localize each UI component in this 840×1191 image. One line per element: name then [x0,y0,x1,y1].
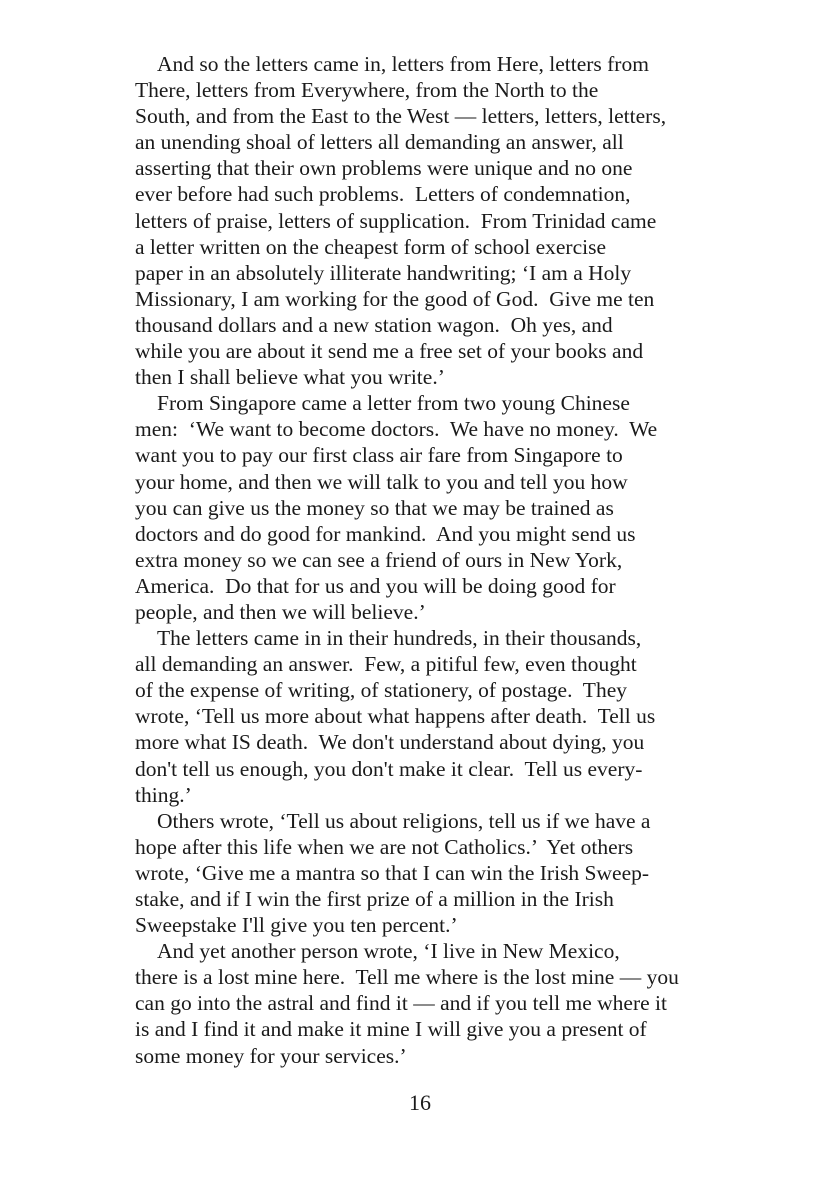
text-line: extra money so we can see a friend of ours in New York, [135,547,623,572]
text-line: From Singapore came a letter from two young Chinese [157,391,630,416]
text-line: an unending shoal of letters all demanding an answer, all [135,130,624,155]
text-line: Sweepstake I'll give you ten percent.’ [135,913,458,938]
text-line: paper in an absolutely illiterate handwriting; ‘I am a Holy [135,260,632,285]
text-line: don't tell us enough, you don't make it clear. Tell us every- [135,756,643,781]
text-line: stake, and if I win the first prize of a million in the Irish [135,887,614,911]
body-text [135,51,715,1069]
text-line: more what IS death. We don't understand about dying, you [135,730,645,755]
text-line: Missionary, I am working for the good of God. Give me ten [135,286,655,311]
text-line: ever before had such problems. Letters of condemnation, [135,182,631,207]
text-line: South, and from the East to the West — letters, letters, letters, [135,104,667,129]
text-line: your home, and then we will talk to you and tell you how [135,469,628,494]
text-line: letters of praise, letters of supplication. From Trinidad came [135,208,657,233]
text-line: wrote, ‘Give me a mantra so that I can win the Irish Sweep- [135,860,650,885]
text-line: want you to pay our first class air fare from Singapore to [135,443,623,468]
text-line: some money for your services.’ [135,1043,407,1068]
text-line: The letters came in in their hundreds, in their thousands, [157,626,642,651]
text-line: thousand dollars and a new station wagon. Oh yes, and [135,312,613,337]
text-line: thing.’ [135,782,192,807]
text-line: Others wrote, ‘Tell us about religions, tell us if we have a [157,808,651,833]
page-number: 16 [409,1090,431,1115]
text-line: hope after this life when we are not Catholics.’ Yet others [135,834,634,859]
text-line: There, letters from Everywhere, from the North to the [135,78,599,103]
text-line: And yet another person wrote, ‘I live in New Mexico, [157,939,620,964]
text-line: asserting that their own problems were unique and no one [135,156,633,181]
text-line: And so the letters came in, letters from Here, letters from [157,52,649,76]
text-line: there is a lost mine here. Tell me where is the lost mine — you [135,965,679,990]
text-line: then I shall believe what you write.’ [135,365,445,390]
text-line: doctors and do good for mankind. And you might send us [135,521,636,546]
text-line: can go into the astral and find it — and if you tell me where it [135,991,667,1016]
text-line: of the expense of writing, of stationery, of postage. They [135,678,627,703]
text-line: people, and then we will believe.’ [135,599,426,624]
text-line: all demanding an answer. Few, a pitiful few, even thought [135,652,637,677]
text-line: men: ‘We want to become doctors. We have no money. We [135,417,658,442]
text-line: a letter written on the cheapest form of school exercise [135,234,607,259]
text-line: wrote, ‘Tell us more about what happens after death. Tell us [135,704,656,729]
text-line: while you are about it send me a free set of your books and [135,339,644,364]
text-line: America. Do that for us and you will be doing good for [135,573,616,598]
text-line: you can give us the money so that we may be trained as [135,495,614,520]
text-line: is and I find it and make it mine I will give you a present of [135,1017,647,1042]
